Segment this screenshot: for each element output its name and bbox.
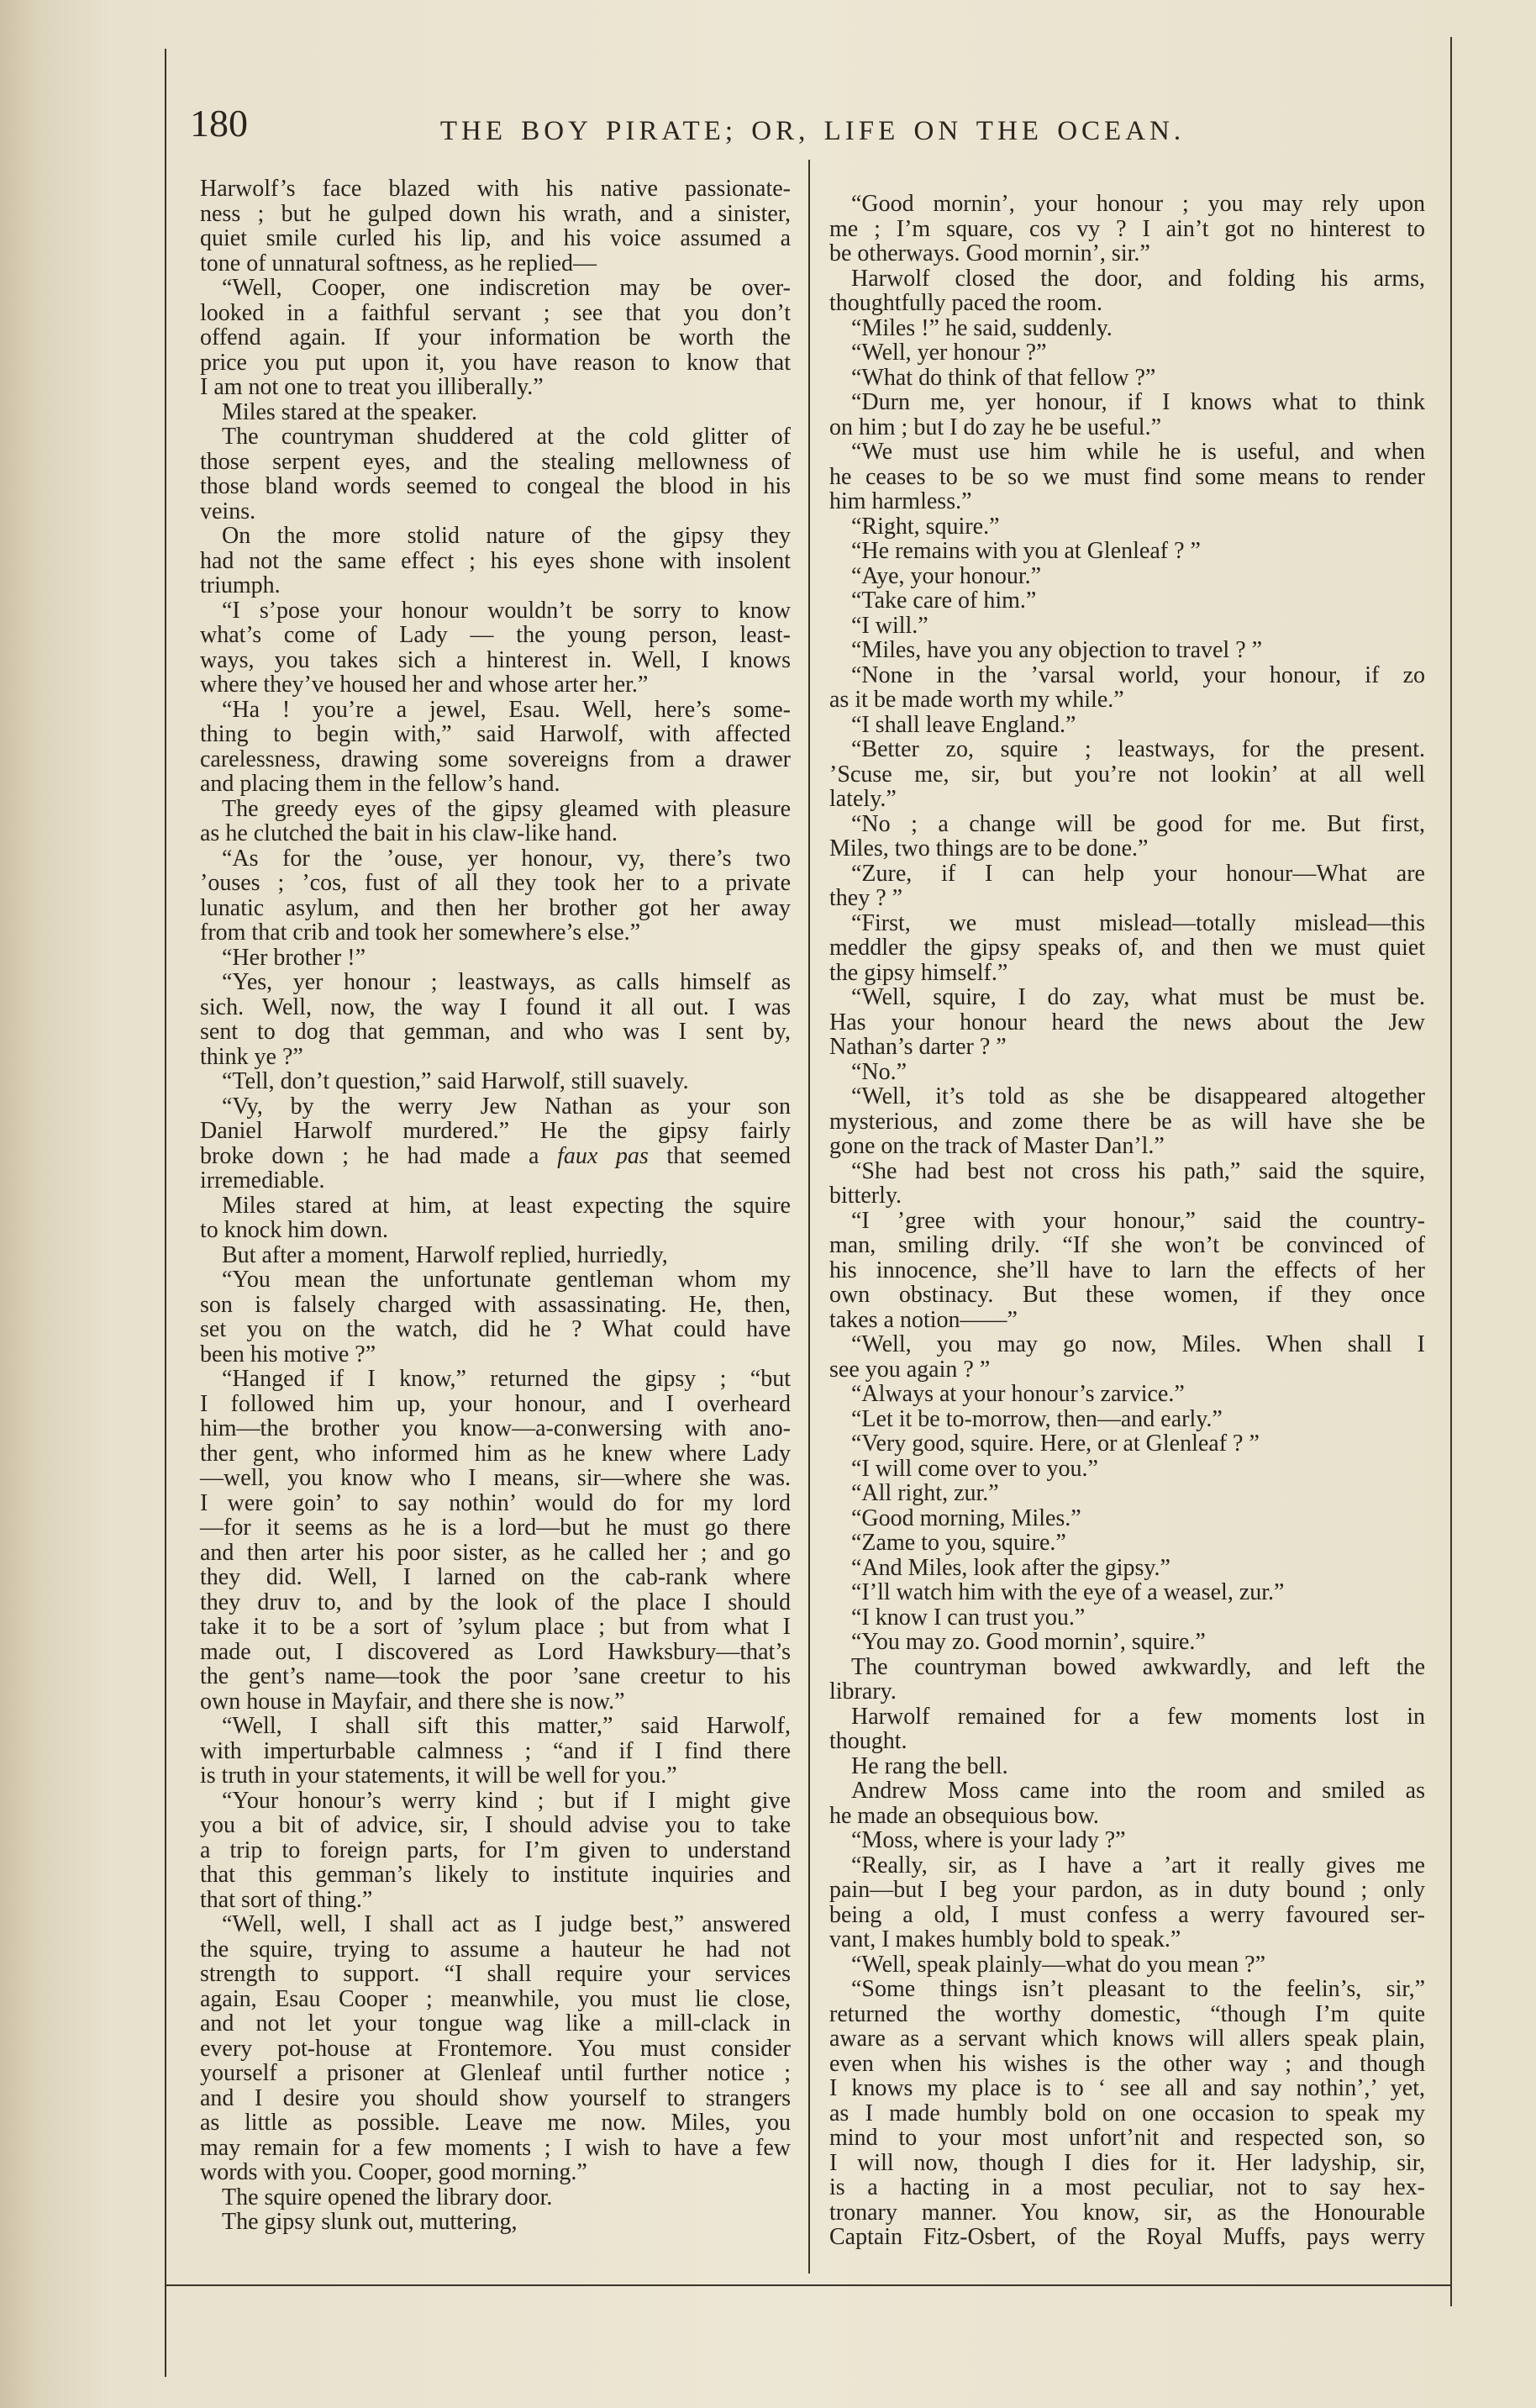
text-line: think ye ?” — [200, 1043, 303, 1070]
paragraph — [829, 1431, 1425, 1457]
text-line: they ? ” — [829, 885, 903, 911]
paragraph — [200, 970, 791, 1069]
text-line: Nathan’s darter ? ” — [829, 1034, 1007, 1060]
paragraph — [829, 514, 1425, 540]
text-line: “You may zo. Good mornin’, squire.” — [851, 1629, 1206, 1655]
text-line: and not let your tongue wag like a mill-clack in — [200, 2010, 791, 2037]
page-number: 180 — [190, 102, 248, 145]
text-line: he ceases to be so we must find some means to render — [829, 463, 1425, 490]
text-line: as he clutched the bait in his claw-like hand. — [200, 820, 618, 846]
text-line: “Well, speak plainly—what do you mean ?” — [851, 1951, 1266, 1978]
paragraph — [829, 390, 1425, 440]
text-line: had not the same effect ; his eyes shone with insolent — [200, 547, 791, 574]
text-line: I knows my place is to ‘ see all and say nothin’,’ yet, — [829, 2075, 1425, 2101]
paragraph — [829, 663, 1425, 713]
paragraph — [200, 797, 791, 846]
text-line: that this gemman’s likely to institute inquiries and — [200, 1862, 791, 1888]
text-line: made out, I discovered as Lord Hawksbury—that’s — [200, 1638, 791, 1665]
text-line: “Zure, if I can help your honour—What are — [851, 860, 1425, 887]
text-line: “I ’gree with your honour,” said the country- — [851, 1207, 1425, 1234]
text-line: “You mean the unfortunate gentleman whom my — [222, 1267, 791, 1293]
text-line: “Well, it’s told as she be disappeared altogether — [851, 1083, 1425, 1109]
paragraph — [829, 1778, 1425, 1828]
text-line: “Hanged if I know,” returned the gipsy ; “but — [222, 1366, 791, 1392]
text-line: I will now, though I dies for it. Her ladyship, sir, — [829, 2149, 1425, 2176]
text-line: pain—but I beg your pardon, as in duty bound ; only — [829, 1877, 1425, 1903]
text-line: the squire, trying to assume a hauteur he had not — [200, 1936, 791, 1963]
text-line: “No.” — [851, 1058, 907, 1085]
text-line: Andrew Moss came into the room and smiled as — [851, 1778, 1425, 1804]
text-line: “Always at your honour’s zarvice.” — [851, 1381, 1185, 1407]
text-line: every pot-house at Frontemore. You must consider — [200, 2035, 791, 2062]
paragraph — [829, 1084, 1425, 1159]
text-line: —well, you know who I means, sir—where she was. — [200, 1465, 791, 1491]
paragraph — [829, 1605, 1425, 1631]
text-line: The greedy eyes of the gipsy gleamed with pleasure — [222, 795, 791, 822]
text-line: those bland words seemed to congeal the blood in his — [200, 473, 791, 499]
paragraph — [829, 1209, 1425, 1333]
paragraph — [829, 713, 1425, 738]
text-line: words with you. Cooper, good morning.” — [200, 2159, 587, 2185]
text-line: The countryman shuddered at the cold glitter of — [222, 424, 791, 450]
paragraph — [829, 564, 1425, 589]
text-line: thoughtfully paced the room. — [829, 290, 1103, 316]
text-line: “Well, I shall sift this matter,” said Harwolf, — [222, 1713, 791, 1739]
text-line: sich. Well, now, the way I found it all out. I was — [200, 993, 791, 1020]
paragraph — [829, 911, 1425, 986]
text-line: Miles stared at him, at least expecting the squire — [222, 1192, 791, 1219]
text-line: they did. Well, I larned on the cab-rank where — [200, 1564, 791, 1590]
text-line: “Well, squire, I do zay, what must be must be. — [851, 984, 1425, 1010]
paragraph — [829, 1630, 1425, 1655]
text-line: again, Esau Cooper ; meanwhile, you must lie close, — [200, 1985, 791, 2012]
text-line: “Tell, don’t question,” said Harwolf, still suavely. — [222, 1068, 689, 1094]
text-line: “Miles, have you any objection to travel ? ” — [851, 637, 1263, 663]
text-line: meddler the gipsy speaks of, and then we must quiet — [829, 935, 1425, 961]
text-line: “Ha ! you’re a jewel, Esau. Well, here’s some- — [222, 696, 791, 723]
text-line: from that crib and took her somewhere’s else.” — [200, 919, 641, 946]
text-line: “Good morning, Miles.” — [851, 1504, 1081, 1531]
column-rule — [808, 160, 810, 2274]
text-line: returned the worthy domestic, “though I’m quite — [829, 2000, 1425, 2027]
paragraph — [829, 737, 1425, 812]
text-line: “Miles !” he said, suddenly. — [851, 314, 1113, 341]
text-line: may remain for a few moments ; I wish to have a few — [200, 2134, 791, 2161]
text-line: I were goin’ to say nothin’ would do for my lord — [200, 1489, 791, 1516]
text-line: him harmless.” — [829, 488, 972, 514]
paragraph — [829, 812, 1425, 862]
text-line: offend again. If your information be worth the — [200, 324, 791, 350]
text-line: the gent’s name—took the poor ’sane creetur to his — [200, 1663, 791, 1689]
paragraph — [200, 1243, 791, 1268]
text-line: The gipsy slunk out, muttering, — [222, 2209, 518, 2235]
paragraph — [200, 946, 791, 971]
text-line: “Aye, your honour.” — [851, 562, 1042, 589]
text-line: “Well, well, I shall act as I judge best,” answered — [222, 1911, 791, 1937]
paragraph — [829, 1506, 1425, 1531]
text-line: “Well, yer honour ?” — [851, 340, 1047, 366]
text-line: and then arter his poor sister, as he called her ; and go — [200, 1539, 791, 1566]
text-line: as it be made worth my while.” — [829, 687, 1124, 713]
paragraph — [829, 1332, 1425, 1382]
bottom-rule — [165, 2284, 1452, 2286]
paragraph — [829, 1481, 1425, 1506]
text-line: On the more stolid nature of the gipsy they — [222, 523, 791, 549]
page-border-left — [165, 49, 166, 2377]
paragraph — [200, 1789, 791, 1913]
paragraph — [829, 1828, 1425, 1853]
text-line: son is falsely charged with assassinating. He, then, — [200, 1291, 791, 1318]
text-line: “First, we must mislead—totally mislead—this — [851, 909, 1425, 936]
text-line: thought. — [829, 1728, 907, 1754]
paragraph — [829, 588, 1425, 614]
paragraph — [829, 440, 1425, 514]
paragraph — [829, 638, 1425, 663]
text-line: “Very good, squire. Here, or at Glenleaf ? ” — [851, 1431, 1260, 1457]
paragraph — [829, 1952, 1425, 1978]
text-line: mysterious, and zome there be as will have she be — [829, 1108, 1425, 1135]
text-line: he made an obsequious bow. — [829, 1802, 1099, 1829]
text-line: with imperturbable calmness ; “and if I find there — [200, 1737, 791, 1764]
paragraph — [200, 598, 791, 698]
text-line: as little as possible. Leave me now. Miles, you — [200, 2110, 791, 2136]
paragraph — [829, 192, 1425, 266]
text-line: triumph. — [200, 572, 281, 598]
text-line: “I will come over to you.” — [851, 1455, 1098, 1482]
paragraph — [829, 1159, 1425, 1209]
paragraph — [829, 1556, 1425, 1581]
text-line: on him ; but I do zay he be useful.” — [829, 414, 1162, 440]
text-line: Miles, two things are to be done.” — [829, 835, 1149, 862]
text-line: Harwolf closed the door, and folding his arms, — [851, 265, 1425, 292]
text-line: set you on the watch, did he ? What could have — [200, 1316, 791, 1342]
text-line: where they’ve housed her and whose arter her.” — [200, 672, 649, 698]
paragraph — [200, 1267, 791, 1367]
text-line: me ; I’m square, cos vy ? I ain’t got no hinterest to — [829, 215, 1425, 242]
text-line: “He remains with you at Glenleaf ? ” — [851, 538, 1201, 564]
paragraph — [200, 2185, 791, 2210]
text-line: thing to begin with,” said Harwolf, with affected — [200, 721, 791, 747]
text-line: is a hacting in a most peculiar, not to say hex- — [829, 2174, 1425, 2200]
text-line: tone of unnatural softness, as he replied— — [200, 250, 597, 277]
text-line: irremediable. — [200, 1167, 325, 1193]
paragraph — [200, 698, 791, 797]
text-line: bitterly. — [829, 1183, 902, 1209]
text-line: “Well, you may go now, Miles. When shall I — [851, 1331, 1425, 1357]
paragraph — [200, 1714, 791, 1789]
text-line: “Let it be to-morrow, then—and early.” — [851, 1405, 1223, 1432]
text-line: “We must use him while he is useful, and when — [851, 439, 1425, 465]
text-line: you a bit of advice, sir, I should advise you to take — [200, 1812, 791, 1838]
text-line: “All right, zur.” — [851, 1480, 999, 1506]
paragraph — [829, 1531, 1425, 1556]
paragraph — [200, 276, 791, 400]
paragraph — [200, 1094, 791, 1193]
text-line: The countryman bowed awkwardly, and left the — [851, 1653, 1425, 1680]
text-line: vant, I makes humbly bold to speak.” — [829, 1926, 1181, 1952]
text-line: ness ; but he gulped down his wrath, and a sinister, — [200, 200, 791, 227]
paragraph — [200, 524, 791, 598]
paragraph — [829, 985, 1425, 1060]
text-line: “Take care of him.” — [851, 588, 1037, 614]
running-title: THE BOY PIRATE; OR, LIFE ON THE OCEAN. — [439, 116, 1186, 146]
paragraph — [829, 1655, 1425, 1705]
text-line: ’Scuse me, sir, but you’re not lookin’ at all well — [829, 761, 1425, 788]
text-line: been his motive ?” — [200, 1341, 376, 1367]
text-line: gone on the track of Master Dan’l.” — [829, 1133, 1165, 1159]
text-line: even when his wishes is the other way ; and though — [829, 2050, 1425, 2077]
text-line: ther gent, who informed him as he knew where Lady — [200, 1440, 791, 1467]
text-line: “Good mornin’, your honour ; you may rely upon — [851, 191, 1425, 217]
paragraph — [200, 177, 791, 276]
paragraph — [200, 1193, 791, 1243]
paragraph — [829, 366, 1425, 391]
paragraph — [829, 862, 1425, 911]
text-line: “Zame to you, squire.” — [851, 1530, 1066, 1556]
text-line: “Moss, where is your lady ?” — [851, 1827, 1126, 1853]
text-run: broke down ; he had made a — [200, 1142, 558, 1169]
paragraph — [829, 1382, 1425, 1407]
paragraph — [200, 424, 791, 524]
text-line: takes a notion——” — [829, 1306, 1018, 1333]
paragraph — [829, 1977, 1425, 2250]
text-line: “Well, Cooper, one indiscretion may be over- — [222, 275, 791, 301]
paragraph — [200, 400, 791, 425]
text-line: “I will.” — [851, 612, 928, 639]
text-line: him—the brother you know—a-conwersing with ano- — [200, 1415, 791, 1441]
text-line: Harwolf remained for a few moments lost in — [851, 1703, 1425, 1730]
italic-phrase: faux pas — [557, 1142, 649, 1169]
text-line: ’ouses ; ’cos, fust of all they took her to a private — [200, 870, 791, 896]
text-line: Harwolf’s face blazed with his native passionate- — [200, 176, 791, 202]
text-line: lately.” — [829, 786, 897, 812]
text-line: Has your honour heard the news about the Jew — [829, 1009, 1425, 1035]
text-line: “Yes, yer honour ; leastways, as calls himself as — [222, 969, 791, 995]
text-line: “None in the ’varsal world, your honour, if zo — [851, 661, 1425, 688]
text-line: “I s’pose your honour wouldn’t be sorry to know — [222, 597, 791, 624]
text-line: “She had best not cross his path,” said the squire, — [851, 1157, 1425, 1184]
paragraph — [829, 1580, 1425, 1605]
paragraph — [829, 340, 1425, 366]
paragraph — [829, 539, 1425, 564]
text-line: see you again ? ” — [829, 1356, 991, 1383]
text-line: Captain Fitz-Osbert, of the Royal Muffs, pays werry — [829, 2224, 1425, 2250]
paragraph — [200, 2210, 791, 2235]
text-line: to knock him down. — [200, 1217, 388, 1243]
text-line: “Vy, by the werry Jew Nathan as your son — [222, 1093, 791, 1120]
text-line — [200, 1144, 791, 1169]
text-line: what’s come of Lady — the young person, least- — [200, 622, 791, 648]
paragraph — [829, 1457, 1425, 1482]
text-line: and placing them in the fellow’s hand. — [200, 771, 560, 797]
text-line: aware as a servant which knows will allers speak plain, — [829, 2026, 1425, 2052]
paragraph — [829, 1060, 1425, 1085]
text-line: own obstinacy. But these women, if they once — [829, 1282, 1425, 1308]
paragraph — [829, 1705, 1425, 1754]
text-line: “Really, sir, as I have a ’art it really gives me — [851, 1852, 1425, 1878]
text-line: Daniel Harwolf murdered.” He the gipsy fairly — [200, 1118, 791, 1144]
left-column — [200, 177, 791, 2235]
text-line: carelessness, drawing some sovereigns from a drawer — [200, 746, 791, 772]
text-line: those serpent eyes, and the stealing mellowness of — [200, 448, 791, 475]
text-line: “Her brother !” — [222, 944, 366, 971]
text-line: “What do think of that fellow ?” — [851, 364, 1156, 391]
paragraph — [200, 1069, 791, 1094]
text-line: “I’ll watch him with the eye of a weasel, zur.” — [851, 1579, 1285, 1605]
text-line: —for it seems as he is a lord—but he must go there — [200, 1515, 791, 1541]
text-line: a trip to foreign parts, for I’m given to understand — [200, 1836, 791, 1863]
paragraph — [829, 614, 1425, 639]
text-line: library. — [829, 1678, 897, 1705]
text-line: and I desire you should show yourself to strangers — [200, 2084, 791, 2111]
text-line: looked in a faithful servant ; see that you don’t — [200, 299, 791, 326]
text-line: “As for the ’ouse, yer honour, vy, there’s two — [222, 845, 791, 872]
text-line: price you put upon it, you have reason to know that — [200, 349, 791, 376]
text-line: yourself a prisoner at Glenleaf until further notice ; — [200, 2060, 791, 2086]
text-line: The squire opened the library door. — [222, 2184, 553, 2210]
text-line: the gipsy himself.” — [829, 959, 1008, 986]
text-line: his innocence, she’ll have to larn the effects of her — [829, 1257, 1425, 1283]
text-line: that sort of thing.” — [200, 1886, 373, 1913]
text-line: Miles stared at the speaker. — [222, 398, 478, 425]
paragraph — [829, 1754, 1425, 1779]
paragraph — [200, 846, 791, 946]
text-run: that seemed — [648, 1142, 791, 1169]
text-line: “Your honour’s werry kind ; but if I might give — [222, 1787, 791, 1814]
text-line: take it to be a sort of ’sylum place ; but from what I — [200, 1614, 791, 1640]
text-line: But after a moment, Harwolf replied, hurriedly, — [222, 1241, 668, 1268]
text-line: “Right, squire.” — [851, 513, 1000, 540]
page-border-right — [1450, 37, 1452, 2306]
text-line: tronary manner. You know, sir, as the Honourable — [829, 2199, 1425, 2226]
text-line: I followed him up, your honour, and I overheard — [200, 1390, 791, 1417]
text-line: they druv to, and by the look of the place I should — [200, 1589, 791, 1615]
text-line: “No ; a change will be good for me. But first, — [851, 810, 1425, 837]
text-line: I am not one to treat you illiberally.” — [200, 374, 544, 400]
text-line: own house in Mayfair, and there she is now.” — [200, 1688, 625, 1715]
text-line: mind to your most unfort’nit and respected son, so — [829, 2125, 1425, 2151]
text-line: “Better zo, squire ; leastways, for the present. — [851, 736, 1425, 762]
text-line: He rang the bell. — [851, 1752, 1008, 1779]
paragraph — [200, 1912, 791, 2185]
text-line: being a old, I must confess a werry favoured ser- — [829, 1901, 1425, 1928]
text-line: “I shall leave England.” — [851, 711, 1076, 738]
text-line: man, smiling drily. “If she won’t be convinced of — [829, 1232, 1425, 1258]
text-line: veins. — [200, 498, 256, 524]
text-line: lunatic asylum, and then her brother got her away — [200, 894, 791, 921]
text-line: as I made humbly bold on one occasion to speak my — [829, 2100, 1425, 2126]
paragraph — [829, 1853, 1425, 1952]
paragraph — [200, 1367, 791, 1714]
right-column — [829, 192, 1425, 2250]
text-line: quiet smile curled his lip, and his voice assumed a — [200, 225, 791, 251]
paragraph — [829, 266, 1425, 316]
paragraph — [829, 316, 1425, 341]
text-line: is truth in your statements, it will be well for you.” — [200, 1763, 677, 1789]
text-line: ways, you takes sich a hinterest in. Well, I knows — [200, 646, 791, 673]
text-line: be otherways. Good mornin’, sir.” — [829, 240, 1150, 266]
paragraph — [829, 1407, 1425, 1432]
text-line: strength to support. “I shall require your services — [200, 1961, 791, 1987]
text-line: “Durn me, yer honour, if I knows what to think — [851, 389, 1425, 415]
text-line: “I know I can trust you.” — [851, 1604, 1086, 1631]
text-line: sent to dog that gemman, and who was I sent by, — [200, 1019, 791, 1045]
text-line: “And Miles, look after the gipsy.” — [851, 1554, 1170, 1581]
text-line: “Some things isn’t pleasant to the feelin’s, sir,” — [851, 1976, 1425, 2002]
